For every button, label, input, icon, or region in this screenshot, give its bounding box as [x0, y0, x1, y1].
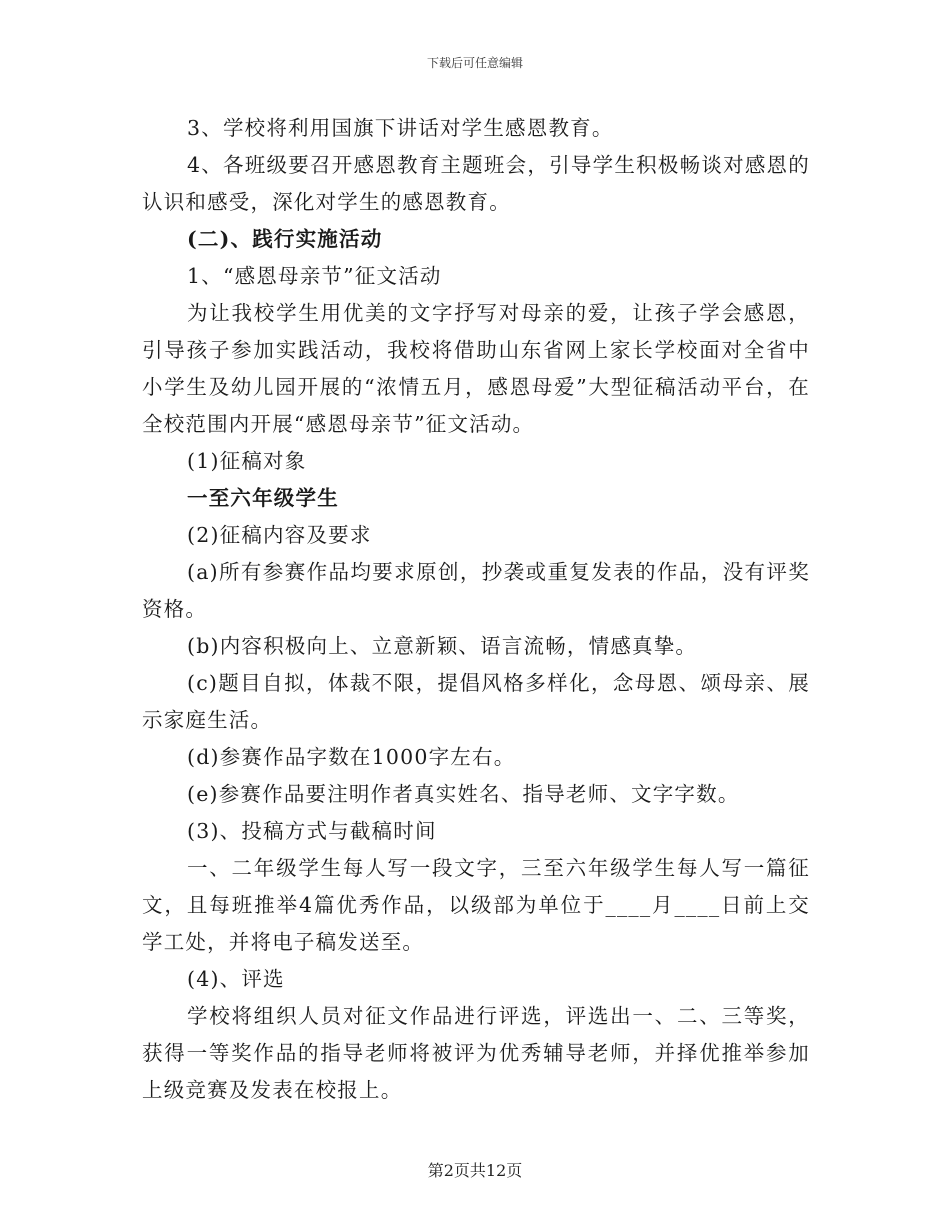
- target-value: 一至六年级学生: [187, 486, 339, 510]
- paragraph-item-4: 4、各班级要召开感恩教育主题班会，引导学生积极畅谈对感恩的认识和感受，深化对学生的感恩教育。: [142, 153, 810, 214]
- submission-description: 一、二年级学生每人写一段文字，三至六年级学生每人写一篇征文，且每班推举4篇优秀作品，以级部为单位于____月____日前上交学工处，并将电子稿发送至。: [142, 856, 810, 954]
- subheading-submission: (3)、投稿方式与截稿时间: [187, 819, 437, 843]
- activity-title: 1、“感恩母亲节”征文活动: [187, 264, 442, 288]
- requirement-e: (e)参赛作品要注明作者真实姓名、指导老师、文字字数。: [187, 782, 740, 806]
- page-header: 下载后可任意编辑: [426, 56, 523, 70]
- document-body: [142, 110, 810, 1109]
- section-heading-practice: (二)、践行实施活动: [187, 227, 383, 251]
- requirement-d: (d)参赛作品字数在1000字左右。: [187, 745, 516, 769]
- page-footer: 第2页共12页: [427, 1161, 523, 1180]
- paragraph-item-3: 3、学校将利用国旗下讲话对学生感恩教育。: [187, 116, 614, 140]
- requirement-c: (c)题目自拟，体裁不限，提倡风格多样化，念母恩、颂母亲、展示家庭生活。: [142, 671, 810, 732]
- evaluation-description: 学校将组织人员对征文作品进行评选，评选出一、二、三等奖，获得一等奖作品的指导老师将被评为优秀辅导老师，并择优推举参加上级竞赛及发表在校报上。: [142, 1004, 810, 1102]
- subheading-requirements: (2)征稿内容及要求: [187, 523, 372, 547]
- activity-description: 为让我校学生用优美的文字抒写对母亲的爱，让孩子学会感恩，引导孩子参加实践活动，我校将借助山东省网上家长学校面对全省中小学生及幼儿园开展的“浓情五月，感恩母爱”大型征稿活动平台，在全校范围内开展“感恩母亲节”征文活动。: [142, 301, 810, 436]
- requirement-a: (a)所有参赛作品均要求原创，抄袭或重复发表的作品，没有评奖资格。: [142, 560, 810, 621]
- requirement-b: (b)内容积极向上、立意新颖、语言流畅，情感真挚。: [187, 634, 698, 658]
- subheading-target: (1)征稿对象: [187, 449, 307, 473]
- subheading-evaluation: (4)、评选: [187, 967, 285, 991]
